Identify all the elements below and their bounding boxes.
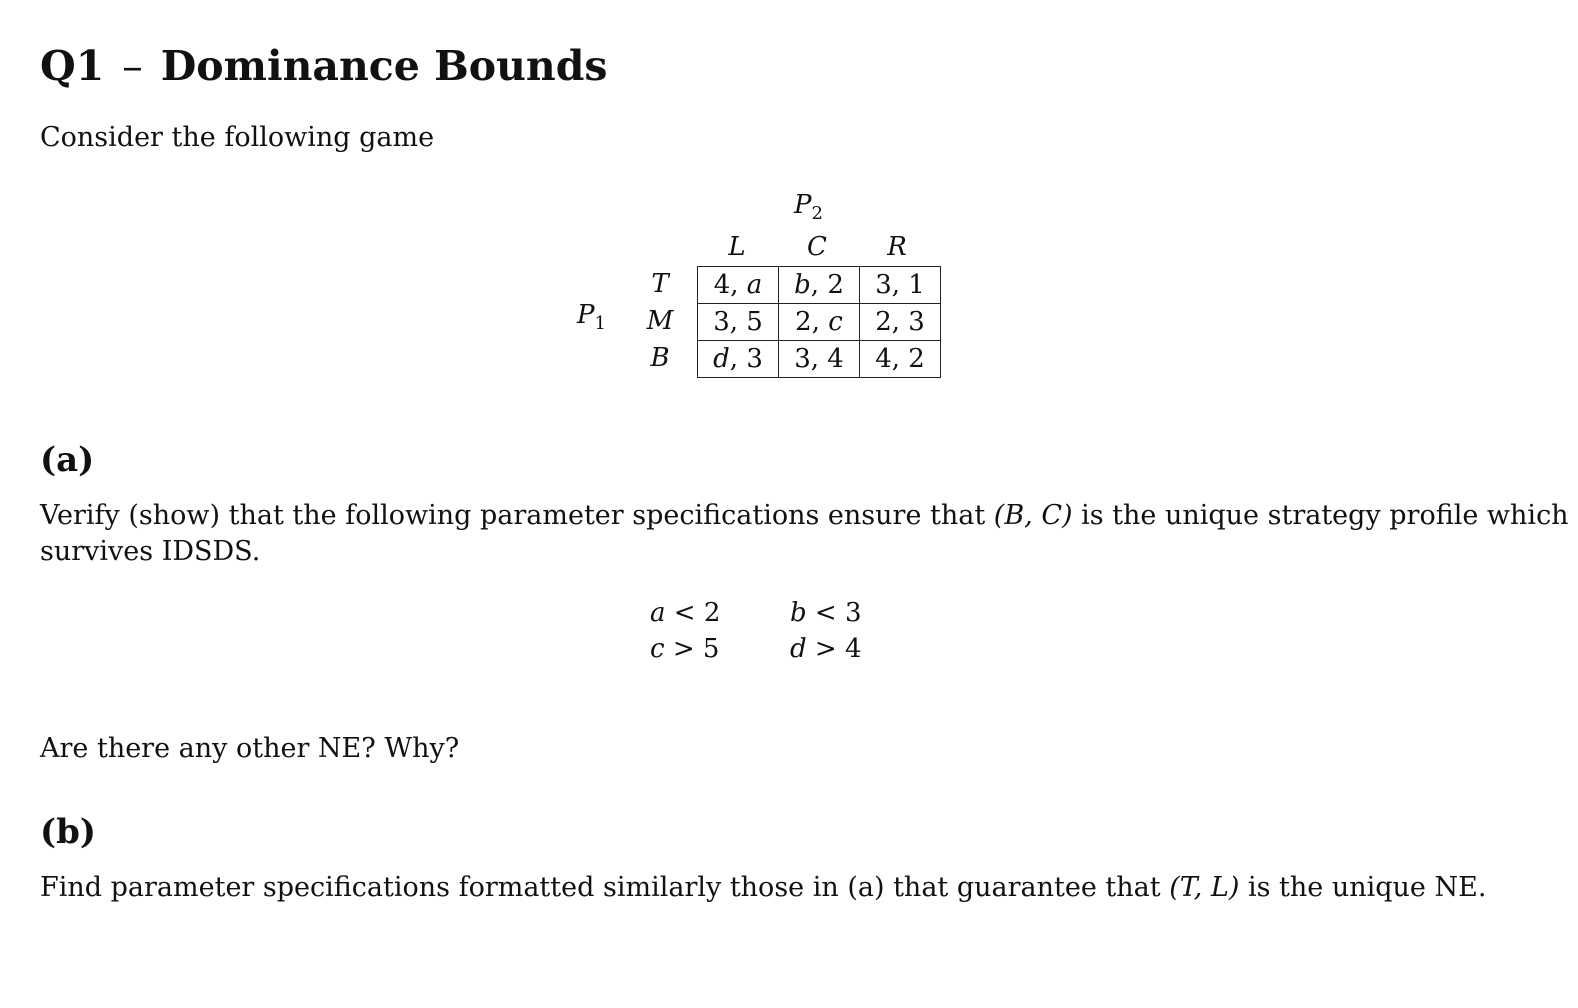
player-1-label: $P_1$ [577, 300, 606, 334]
intro-text: Consider the following game [40, 122, 435, 153]
row-header-b: B [650, 343, 670, 373]
condition-a: a < 2 [650, 598, 721, 628]
part-a-heading: (a) [40, 440, 95, 480]
payoff-cell: 4, 2 [860, 341, 941, 378]
column-header-r: R [887, 232, 907, 262]
part-b-heading: (b) [40, 812, 96, 852]
page-title [40, 42, 608, 90]
condition-d: d > 4 [790, 634, 862, 664]
row-header-m: M [646, 306, 674, 336]
row-header-t: T [651, 269, 669, 299]
title-dash: – [122, 42, 143, 90]
payoff-cell: 3, 4 [779, 341, 860, 378]
table-row [698, 304, 941, 341]
part-a-question: Are there any other NE? Why? [40, 733, 460, 764]
question-number: Q1 [40, 42, 105, 90]
condition-c: c > 5 [650, 634, 720, 664]
title-text: Dominance Bounds [160, 42, 608, 90]
payoff-matrix [697, 266, 941, 378]
payoff-cell: 2, c [779, 304, 860, 341]
payoff-cell: 4, a [698, 267, 779, 304]
condition-b: b < 3 [790, 598, 862, 628]
payoff-cell: 3, 5 [698, 304, 779, 341]
column-header-c: C [807, 232, 827, 262]
column-header-l: L [728, 232, 746, 262]
payoff-cell: d, 3 [698, 341, 779, 378]
payoff-cell: 3, 1 [860, 267, 941, 304]
table-row [698, 267, 941, 304]
payoff-cell: 2, 3 [860, 304, 941, 341]
part-a-line-1: Verify (show) that the following parameter specifications ensure that (B, C) is the unique strategy profile which [40, 500, 1569, 531]
table-row [698, 341, 941, 378]
player-2-label: $P_2$ [794, 190, 823, 224]
part-b-text: Find parameter specifications formatted similarly those in (a) that guarantee that (T, L) is the unique NE. [40, 872, 1487, 903]
part-a-line-2: survives IDSDS. [40, 536, 261, 567]
payoff-cell: b, 2 [779, 267, 860, 304]
